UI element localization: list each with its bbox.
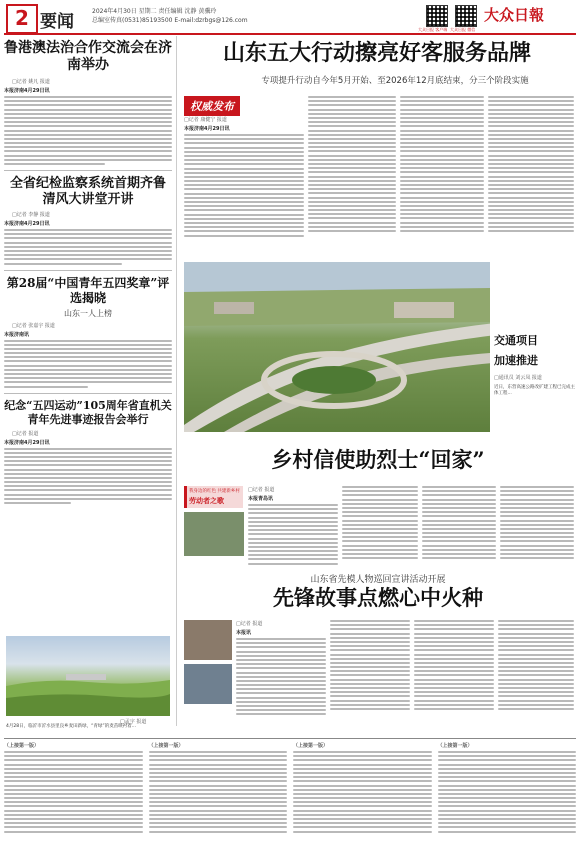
story3-headline: 第28届“中国青年五四奖章”评选揭晓 [6,275,170,305]
story3-subhead: 山东一人上榜 [64,308,112,318]
story1-headline: 鲁港澳法治合作交流会在济南举办 [4,40,172,73]
model-lead: 本报讯 [236,630,252,636]
hero-col1 [248,486,338,565]
footer-col-4 [438,742,577,842]
story1-lead: 本报济南4月29日讯 [4,88,50,94]
header-rule [4,33,576,35]
photo-story-caption: 近日，东营高速公路改扩建工程已完成主体工程... [494,385,575,396]
main-col1 [184,116,304,237]
section-title: 要闻 [40,12,74,32]
main-col4 [488,96,574,232]
main-lead: 本报济南4月29日讯 [184,126,230,132]
authoritative-release-tag: 权威发布 [184,96,240,116]
photo-caption: 4月28日，临沂市沂水县里良乡麦田新绿，“青绿”的麦苗映衬着... [6,724,137,729]
story3-byline: □记者 张嘉宇 报道 [12,322,55,329]
hero-byline: □记者 报道 [248,487,275,493]
hero-col4 [500,486,574,559]
main-subhead: 专项提升行动自今年5月开始、至2026年12月底结束，分三个阶段实施 [261,76,529,86]
qr-label-wechat: 大众日报 微信 [450,27,476,32]
story1-byline: □记者 姚凡 报道 [12,79,50,85]
hero-col2 [342,486,418,559]
footer-col-1 [4,742,143,842]
story2-headline: 全省纪检监察系统首期齐鲁清风大讲堂开讲 [9,176,166,207]
photo-story-title-1: 交通项目 [494,334,538,347]
model-col1 [236,620,326,715]
column-tag2: 劳动者之歌 [189,497,224,505]
photo-story-title-2: 加速推进 [494,354,538,367]
story2-byline: □记者 李静 报道 [12,212,50,218]
column-tag: 我身边的红色 共建新乡村 [189,489,240,494]
hero-photo [184,512,244,556]
newspaper-logo: 大众日報 [484,6,545,24]
qr-code-app[interactable] [426,5,448,27]
footer-col1-lead: （上接第一版） [4,743,40,749]
model-col3 [414,620,494,710]
main-byline: □记者 康健宁 报道 [184,117,227,123]
qr-code-wechat[interactable] [455,5,477,27]
story2-body [4,229,172,265]
model-col2 [330,620,410,710]
story3-body [4,340,172,388]
footer-col4-lead: （上接第一版） [437,743,473,749]
highway-aerial-photo [184,262,490,432]
model-photo-1 [184,620,232,660]
story4-byline: □记者 报道 [12,430,39,437]
footer-col-2 [149,742,288,842]
hero-headline: 乡村信使助烈士“回家” [271,447,485,472]
footer-col3-lead: （上接第一版） [293,743,329,749]
model-photo-2 [184,664,232,704]
story4-lead: 本报济南4月29日讯 [4,439,50,446]
photo-story-credit: □通讯员 刘云凤 报道 [494,375,542,381]
model-byline: □记者 报道 [236,621,263,627]
qr-label-app: 大众日报 客户端 [418,27,448,32]
story2-lead: 本报济南4月29日讯 [4,221,50,227]
story1-body [4,96,172,165]
page-number: 2 [6,4,38,34]
column-tag-box [184,486,243,508]
photo-credit: □孟宇 报道 [120,719,147,725]
hero-lead: 本报青岛讯 [248,496,274,502]
story4-headline: 纪念“五四运动”105周年省直机关青年先进事迹报告会举行 [4,398,172,426]
footer-col-3 [293,742,432,842]
model-col4 [498,620,574,710]
story3-lead: 本报济南讯 [4,331,30,338]
footer-col2-lead: （上接第一版） [148,743,184,749]
photo-story-panel [494,262,576,432]
date-line: 2024年4月30日 星期二 责任编辑 沈静 黄骥玲 [92,8,217,15]
model-headline: 先锋故事点燃心中火种 [273,585,483,610]
wheat-field-photo [6,636,170,716]
main-col3 [400,96,484,232]
hero-col3 [422,486,496,559]
main-col2 [308,96,396,232]
main-headline: 山东五大行动擦亮好客服务品牌 [222,40,531,66]
continuation-band [4,742,576,842]
story4-body [4,448,172,504]
left-column [4,36,172,504]
model-kicker: 山东省先模人物巡回宣讲活动开展 [310,575,446,585]
contact-line: 总编室传真(0531)85193500 E-mail:dzrbgs@126.com [92,17,248,24]
